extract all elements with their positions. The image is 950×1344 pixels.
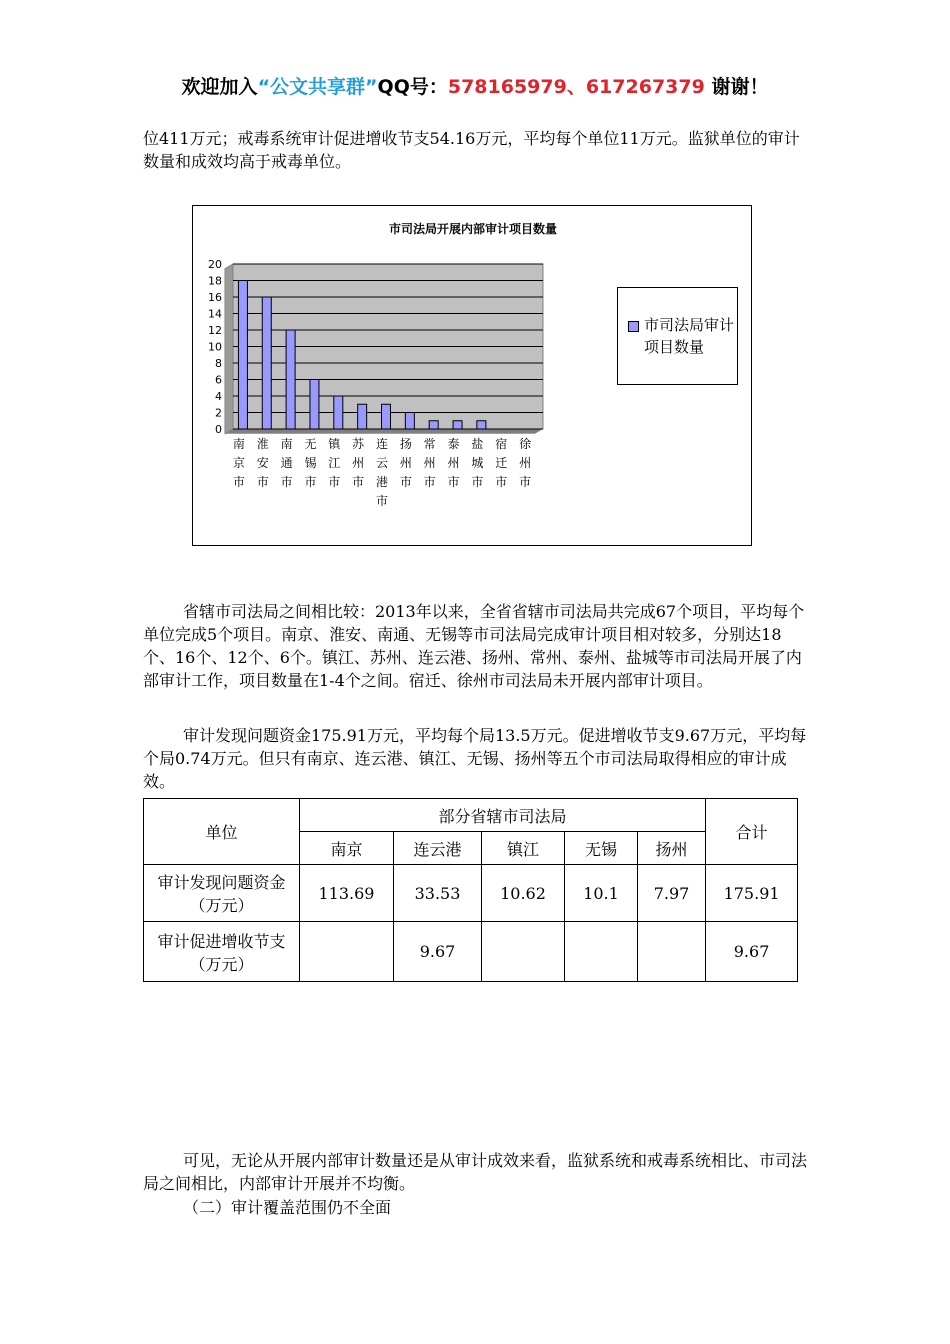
x-tick-label: 扬州市 bbox=[399, 437, 412, 489]
x-tick-label: 南京市 bbox=[232, 437, 245, 489]
y-tick-label: 12 bbox=[208, 324, 222, 337]
y-tick-label: 14 bbox=[208, 307, 222, 321]
paragraph-comparison: 省辖市司法局之间相比较：2013年以来，全省省辖市司法局共完成67个项目，平均每个单位完成5个项目。南京、淮安、南通、无锡等市司法局完成审计项目相对较多，分别达18个、16个、12个、6个。镇江、苏州、连云港、扬州、常州、泰州、盐城等市司法局开展了内部审计工作，项目数量在1-4个之间。宿迁、徐州市司法局未开展内部审计项目。 bbox=[143, 602, 805, 690]
bar-盐城市 bbox=[477, 421, 486, 429]
y-tick-label: 10 bbox=[208, 340, 222, 354]
bar-镇江市 bbox=[334, 396, 343, 429]
table-cell: 33.53 bbox=[394, 865, 482, 922]
paragraph-conclusion: 可见，无论从开展内部审计数量还是从审计成效来看，监狱系统和戒毒系统相比、市司法局之间相比，内部审计开展并不均衡。 bbox=[143, 1151, 808, 1193]
table-row bbox=[144, 865, 798, 922]
banner-prefix: 欢迎加入 bbox=[181, 76, 258, 98]
legend-swatch bbox=[628, 321, 639, 332]
y-tick-label: 6 bbox=[215, 373, 222, 387]
table-cell: 10.62 bbox=[482, 865, 565, 922]
total-header: 合计 bbox=[706, 799, 798, 865]
city-header: 镇江 bbox=[482, 832, 565, 865]
city-header: 南京 bbox=[300, 832, 394, 865]
banner-qq-numbers: 578165979、617267379 bbox=[447, 76, 705, 98]
x-tick-label: 连云港市 bbox=[375, 437, 389, 508]
table-cell bbox=[638, 922, 706, 982]
bar-淮安市 bbox=[262, 297, 271, 429]
banner-suffix: 谢谢！ bbox=[704, 76, 769, 98]
row-label: 审计发现问题资金（万元） bbox=[144, 865, 300, 922]
table-cell bbox=[300, 922, 394, 982]
bar-扬州市 bbox=[405, 413, 414, 430]
legend-label: 市司法局审计项目数量 bbox=[644, 316, 735, 356]
paragraph-findings: 审计发现问题资金175.91万元，平均每个局13.5万元。促进增收节支9.67万元，平均每个局0.74万元。但只有南京、连云港、镇江、无锡、扬州等五个市司法局取得相应的审计成效。 bbox=[143, 726, 807, 791]
y-tick-label: 4 bbox=[215, 390, 222, 403]
x-tick-label: 宿迁市 bbox=[495, 437, 508, 489]
table-row bbox=[144, 922, 798, 982]
bar-南京市 bbox=[238, 281, 247, 430]
x-tick-label: 镇江市 bbox=[328, 437, 341, 489]
total-cell: 175.91 bbox=[706, 865, 798, 922]
intro-paragraph: 位411万元；戒毒系统审计促进增收节支54.16万元，平均每个单位11万元。监狱单位的审计数量和成效均高于戒毒单位。 bbox=[143, 129, 800, 171]
x-tick-label: 盐城市 bbox=[471, 437, 484, 489]
total-cell: 9.67 bbox=[706, 922, 798, 982]
row-label: 审计促进增收节支（万元） bbox=[144, 922, 300, 982]
table-cell bbox=[565, 922, 638, 982]
bar-苏州市 bbox=[358, 404, 367, 429]
y-tick-label: 8 bbox=[215, 357, 222, 370]
audit-project-chart bbox=[192, 205, 752, 546]
share-group-banner bbox=[0, 72, 950, 99]
x-tick-label: 泰州市 bbox=[447, 437, 460, 489]
table-cell: 10.1 bbox=[565, 865, 638, 922]
x-tick-label: 无锡市 bbox=[304, 437, 317, 489]
y-tick-label: 18 bbox=[208, 274, 222, 288]
bar-无锡市 bbox=[310, 380, 319, 430]
bar-常州市 bbox=[429, 421, 438, 429]
city-header: 无锡 bbox=[565, 832, 638, 865]
banner-qq-label: QQ号： bbox=[377, 76, 448, 98]
y-tick-label: 2 bbox=[215, 406, 222, 420]
x-tick-label: 淮安市 bbox=[256, 437, 269, 489]
x-tick-label: 徐州市 bbox=[519, 437, 532, 489]
x-tick-label: 常州市 bbox=[423, 437, 436, 489]
table-cell: 113.69 bbox=[300, 865, 394, 922]
city-header: 连云港 bbox=[394, 832, 482, 865]
section-heading: （二）审计覆盖范围仍不全面 bbox=[183, 1198, 392, 1217]
plot-floor bbox=[225, 429, 543, 434]
table-cell bbox=[482, 922, 565, 982]
group-header: 部分省辖市司法局 bbox=[300, 799, 706, 832]
table-cell: 9.67 bbox=[394, 922, 482, 982]
chart-title: 市司法局开展内部审计项目数量 bbox=[388, 222, 557, 236]
unit-header: 单位 bbox=[144, 799, 300, 865]
x-tick-label: 苏州市 bbox=[352, 437, 365, 489]
audit-results-table bbox=[143, 798, 798, 982]
chart-legend bbox=[617, 287, 738, 385]
bar-泰州市 bbox=[453, 421, 462, 429]
plot-side-wall bbox=[225, 264, 233, 434]
banner-group-name: “公文共享群” bbox=[257, 76, 378, 98]
city-header: 扬州 bbox=[638, 832, 706, 865]
bar-连云港市 bbox=[382, 404, 391, 429]
bar-南通市 bbox=[286, 330, 295, 429]
y-tick-label: 0 bbox=[215, 423, 222, 436]
y-tick-label: 16 bbox=[208, 291, 222, 304]
table-cell: 7.97 bbox=[638, 865, 706, 922]
x-tick-label: 南通市 bbox=[280, 437, 293, 489]
y-tick-label: 20 bbox=[208, 258, 222, 271]
